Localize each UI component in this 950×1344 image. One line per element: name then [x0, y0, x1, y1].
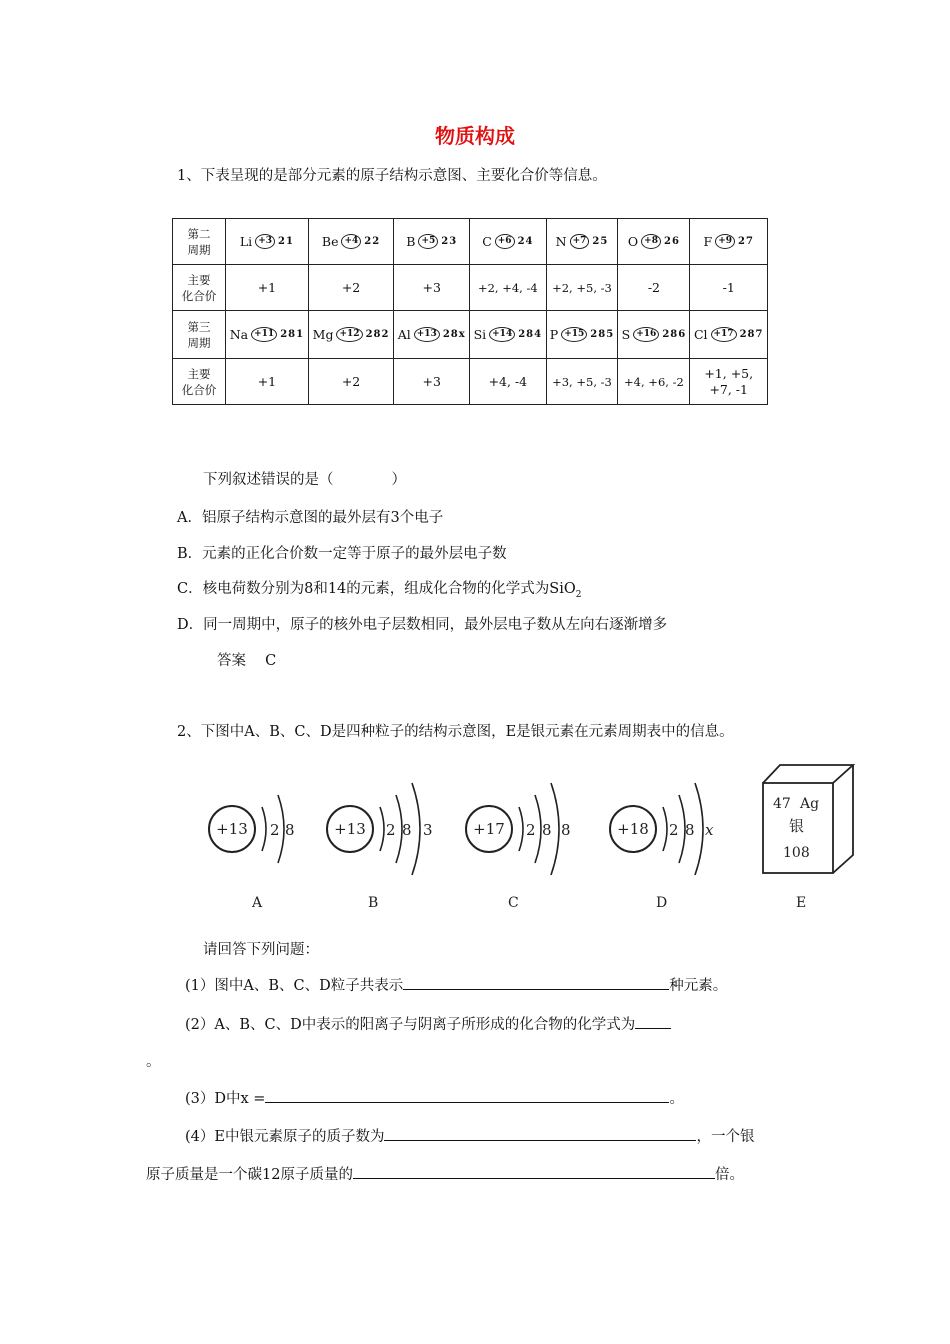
period2-header — [173, 219, 226, 265]
valence-cell: +3 — [394, 359, 470, 405]
particle-label: A — [252, 895, 263, 911]
table-row-period3 — [173, 311, 768, 359]
shell-numbers: 24 — [517, 236, 534, 247]
page-title: 物质构成 — [435, 124, 515, 148]
sub4-suffix: ，一个银 — [696, 1129, 755, 1145]
nucleus: +15 — [561, 327, 587, 342]
nucleus: +9 — [715, 234, 735, 249]
atom-cell — [226, 311, 309, 359]
shell-numbers: 23 — [441, 236, 458, 247]
answer-blank[interactable] — [265, 1088, 669, 1103]
valence-cell — [690, 359, 768, 405]
atom-cell — [470, 219, 546, 265]
answer-blank[interactable] — [353, 1164, 715, 1179]
nucleus: +16 — [633, 327, 659, 342]
shell-numbers: 25 — [592, 236, 609, 247]
valence-header — [173, 265, 226, 311]
sub4-text: (4）E中银元素原子的质子数为 — [185, 1129, 385, 1145]
nucleus: +13 — [414, 327, 440, 342]
sub1-text: (1）图中A、B、C、D粒子共表示 — [185, 978, 404, 994]
shell-numbers: 27 — [738, 236, 754, 247]
option-b: B．元素的正化合价数一定等于原子的最外层电子数 — [177, 546, 507, 562]
nucleus: +8 — [641, 234, 661, 249]
nucleus: +12 — [336, 327, 362, 342]
header-line: 周期 — [187, 335, 211, 350]
nucleus: +7 — [570, 234, 590, 249]
nucleus: +11 — [251, 327, 277, 342]
shell-numbers: 281 — [280, 329, 305, 340]
header-line: 第三 — [187, 319, 211, 334]
nucleus: +4 — [341, 234, 361, 249]
valence-cell: +2, +5, -3 — [546, 265, 618, 311]
valence-cell: +2 — [308, 265, 393, 311]
header-line: 第二 — [187, 226, 211, 241]
shell-count: 3 — [423, 821, 433, 839]
header-line: 化合价 — [181, 288, 217, 303]
nucleus: +17 — [711, 327, 737, 342]
shell-numbers: 282 — [365, 329, 390, 340]
atom-cell — [618, 311, 690, 359]
valence-cell: +3 — [394, 265, 470, 311]
valence-cell: +1 — [226, 359, 309, 405]
nucleus: +3 — [255, 234, 275, 249]
element-symbol: N — [555, 234, 567, 249]
shell-numbers: 22 — [364, 236, 381, 247]
shell-count: 2 — [526, 821, 536, 839]
particle-label: C — [508, 895, 519, 911]
sub1-suffix: 种元素。 — [669, 978, 728, 994]
element-name: 银 — [789, 817, 805, 835]
valence-cell: +3, +5, -3 — [546, 359, 618, 405]
shell-numbers: 285 — [590, 329, 615, 340]
element-symbol: Mg — [312, 327, 334, 342]
shell-count: 8 — [542, 821, 552, 839]
particle-a — [209, 795, 295, 911]
subscript: 2 — [575, 589, 582, 600]
atomic-mass: 108 — [783, 845, 810, 861]
valence-cell: +4, +6, -2 — [618, 359, 690, 405]
atom-cell — [226, 219, 309, 265]
element-table — [172, 218, 768, 405]
shell-numbers: 287 — [739, 329, 764, 340]
period3-header — [173, 311, 226, 359]
shell-count: 2 — [270, 821, 280, 839]
valence-cell: +1 — [226, 265, 309, 311]
sub-question-4b — [146, 1163, 744, 1184]
element-symbol: Al — [397, 327, 411, 342]
option-c-text: C．核电荷数分别为8和14的元素，组成化合物的化学式为SiO — [177, 581, 576, 597]
element-symbol: B — [406, 234, 416, 249]
option-c — [177, 577, 581, 600]
valence-cell: +4, -4 — [470, 359, 546, 405]
element-symbol: P — [549, 327, 559, 342]
valence-line: +1, +5, — [704, 365, 754, 381]
valence-line: +7, -1 — [709, 381, 748, 397]
atom-cell — [546, 219, 618, 265]
answer-blank[interactable] — [635, 1014, 671, 1029]
atom-cell — [618, 219, 690, 265]
element-symbol: Ag — [800, 796, 820, 812]
element-symbol: Si — [473, 327, 487, 342]
sub-question-2 — [185, 1013, 671, 1034]
valence-cell: +2 — [308, 359, 393, 405]
shell-numbers: 286 — [662, 329, 687, 340]
atom-cell — [394, 311, 470, 359]
sub-question-4 — [185, 1125, 754, 1146]
header-line: 化合价 — [181, 382, 217, 397]
nucleus-charge: +17 — [473, 820, 505, 838]
particle-diagrams — [190, 755, 870, 920]
option-d: D．同一周期中，原子的核外电子层数相同，最外层电子数从左向右逐渐增多 — [177, 617, 668, 633]
shell-count: 2 — [669, 821, 679, 839]
shell-count: 2 — [386, 821, 396, 839]
shell-count: 8 — [402, 821, 412, 839]
valence-header — [173, 359, 226, 405]
answer: 答案 C — [217, 653, 277, 669]
valence-cell: +2, +4, -4 — [470, 265, 546, 311]
particle-c — [466, 783, 571, 911]
atom-cell — [470, 311, 546, 359]
shell-count: 8 — [561, 821, 571, 839]
atom-cell — [394, 219, 470, 265]
element-symbol: F — [703, 234, 713, 249]
shell-numbers: 26 — [663, 236, 680, 247]
element-symbol: Li — [239, 234, 253, 249]
particle-d — [610, 783, 714, 911]
shell-numbers: 28x — [442, 329, 466, 340]
nucleus-charge: +18 — [617, 820, 649, 838]
shell-count: x — [705, 821, 714, 839]
shell-count: 8 — [285, 821, 295, 839]
atom-cell — [546, 311, 618, 359]
atom-cell — [308, 311, 393, 359]
sub3-text: (3）D中x = — [185, 1091, 266, 1107]
valence-cell: -1 — [690, 265, 768, 311]
nucleus: +6 — [495, 234, 515, 249]
table-row-valence2 — [173, 265, 768, 311]
element-symbol: O — [627, 234, 639, 249]
sub3-suffix: 。 — [669, 1091, 684, 1107]
particle-label: D — [656, 895, 668, 911]
nucleus-charge: +13 — [216, 820, 248, 838]
sub4b-text: 原子质量是一个碳12原子质量的 — [146, 1167, 353, 1183]
option-a: A．铝原子结构示意图的最外层有3个电子 — [177, 510, 444, 526]
periodic-cell-e — [763, 765, 853, 911]
sub2-end: 。 — [146, 1054, 161, 1070]
table-row-period2 — [173, 219, 768, 265]
nucleus-charge: +13 — [334, 820, 366, 838]
element-symbol: C — [482, 234, 492, 249]
q2-stem: 2、下图中A、B、C、D是四种粒子的结构示意图，E是银元素在元素周期表中的信息。 — [177, 724, 734, 740]
q1-stem: 1、下表呈现的是部分元素的原子结构示意图、主要化合价等信息。 — [177, 168, 607, 184]
answer-blank[interactable] — [403, 975, 669, 990]
header-line: 主要 — [187, 366, 211, 381]
atom-cell — [690, 219, 768, 265]
element-symbol: Be — [321, 234, 339, 249]
table-row-valence3 — [173, 359, 768, 405]
particle-b — [327, 783, 433, 911]
element-symbol: Cl — [693, 327, 708, 342]
sub-question-1 — [185, 974, 727, 995]
atomic-number: 47 — [773, 796, 791, 812]
atom-cell — [308, 219, 393, 265]
q1-question: 下列叙述错误的是（ ） — [203, 472, 406, 488]
shell-numbers: 284 — [518, 329, 543, 340]
sub-question-3 — [185, 1087, 684, 1108]
particle-label: E — [796, 895, 807, 911]
nucleus: +14 — [489, 327, 515, 342]
q2-prompt: 请回答下列问题： — [203, 942, 319, 958]
particle-label: B — [368, 895, 379, 911]
nucleus: +5 — [418, 234, 438, 249]
shell-numbers: 21 — [278, 236, 294, 247]
shell-count: 8 — [685, 821, 695, 839]
element-symbol: Na — [229, 327, 249, 342]
sub2-text: (2）A、B、C、D中表示的阳离子与阴离子所形成的化合物的化学式为 — [185, 1017, 636, 1033]
header-line: 主要 — [187, 272, 211, 287]
atom-cell — [690, 311, 768, 359]
valence-cell: -2 — [618, 265, 690, 311]
sub4b-suffix: 倍。 — [714, 1167, 744, 1183]
header-line: 周期 — [187, 242, 211, 257]
element-symbol: S — [621, 327, 631, 342]
answer-blank[interactable] — [384, 1126, 696, 1141]
